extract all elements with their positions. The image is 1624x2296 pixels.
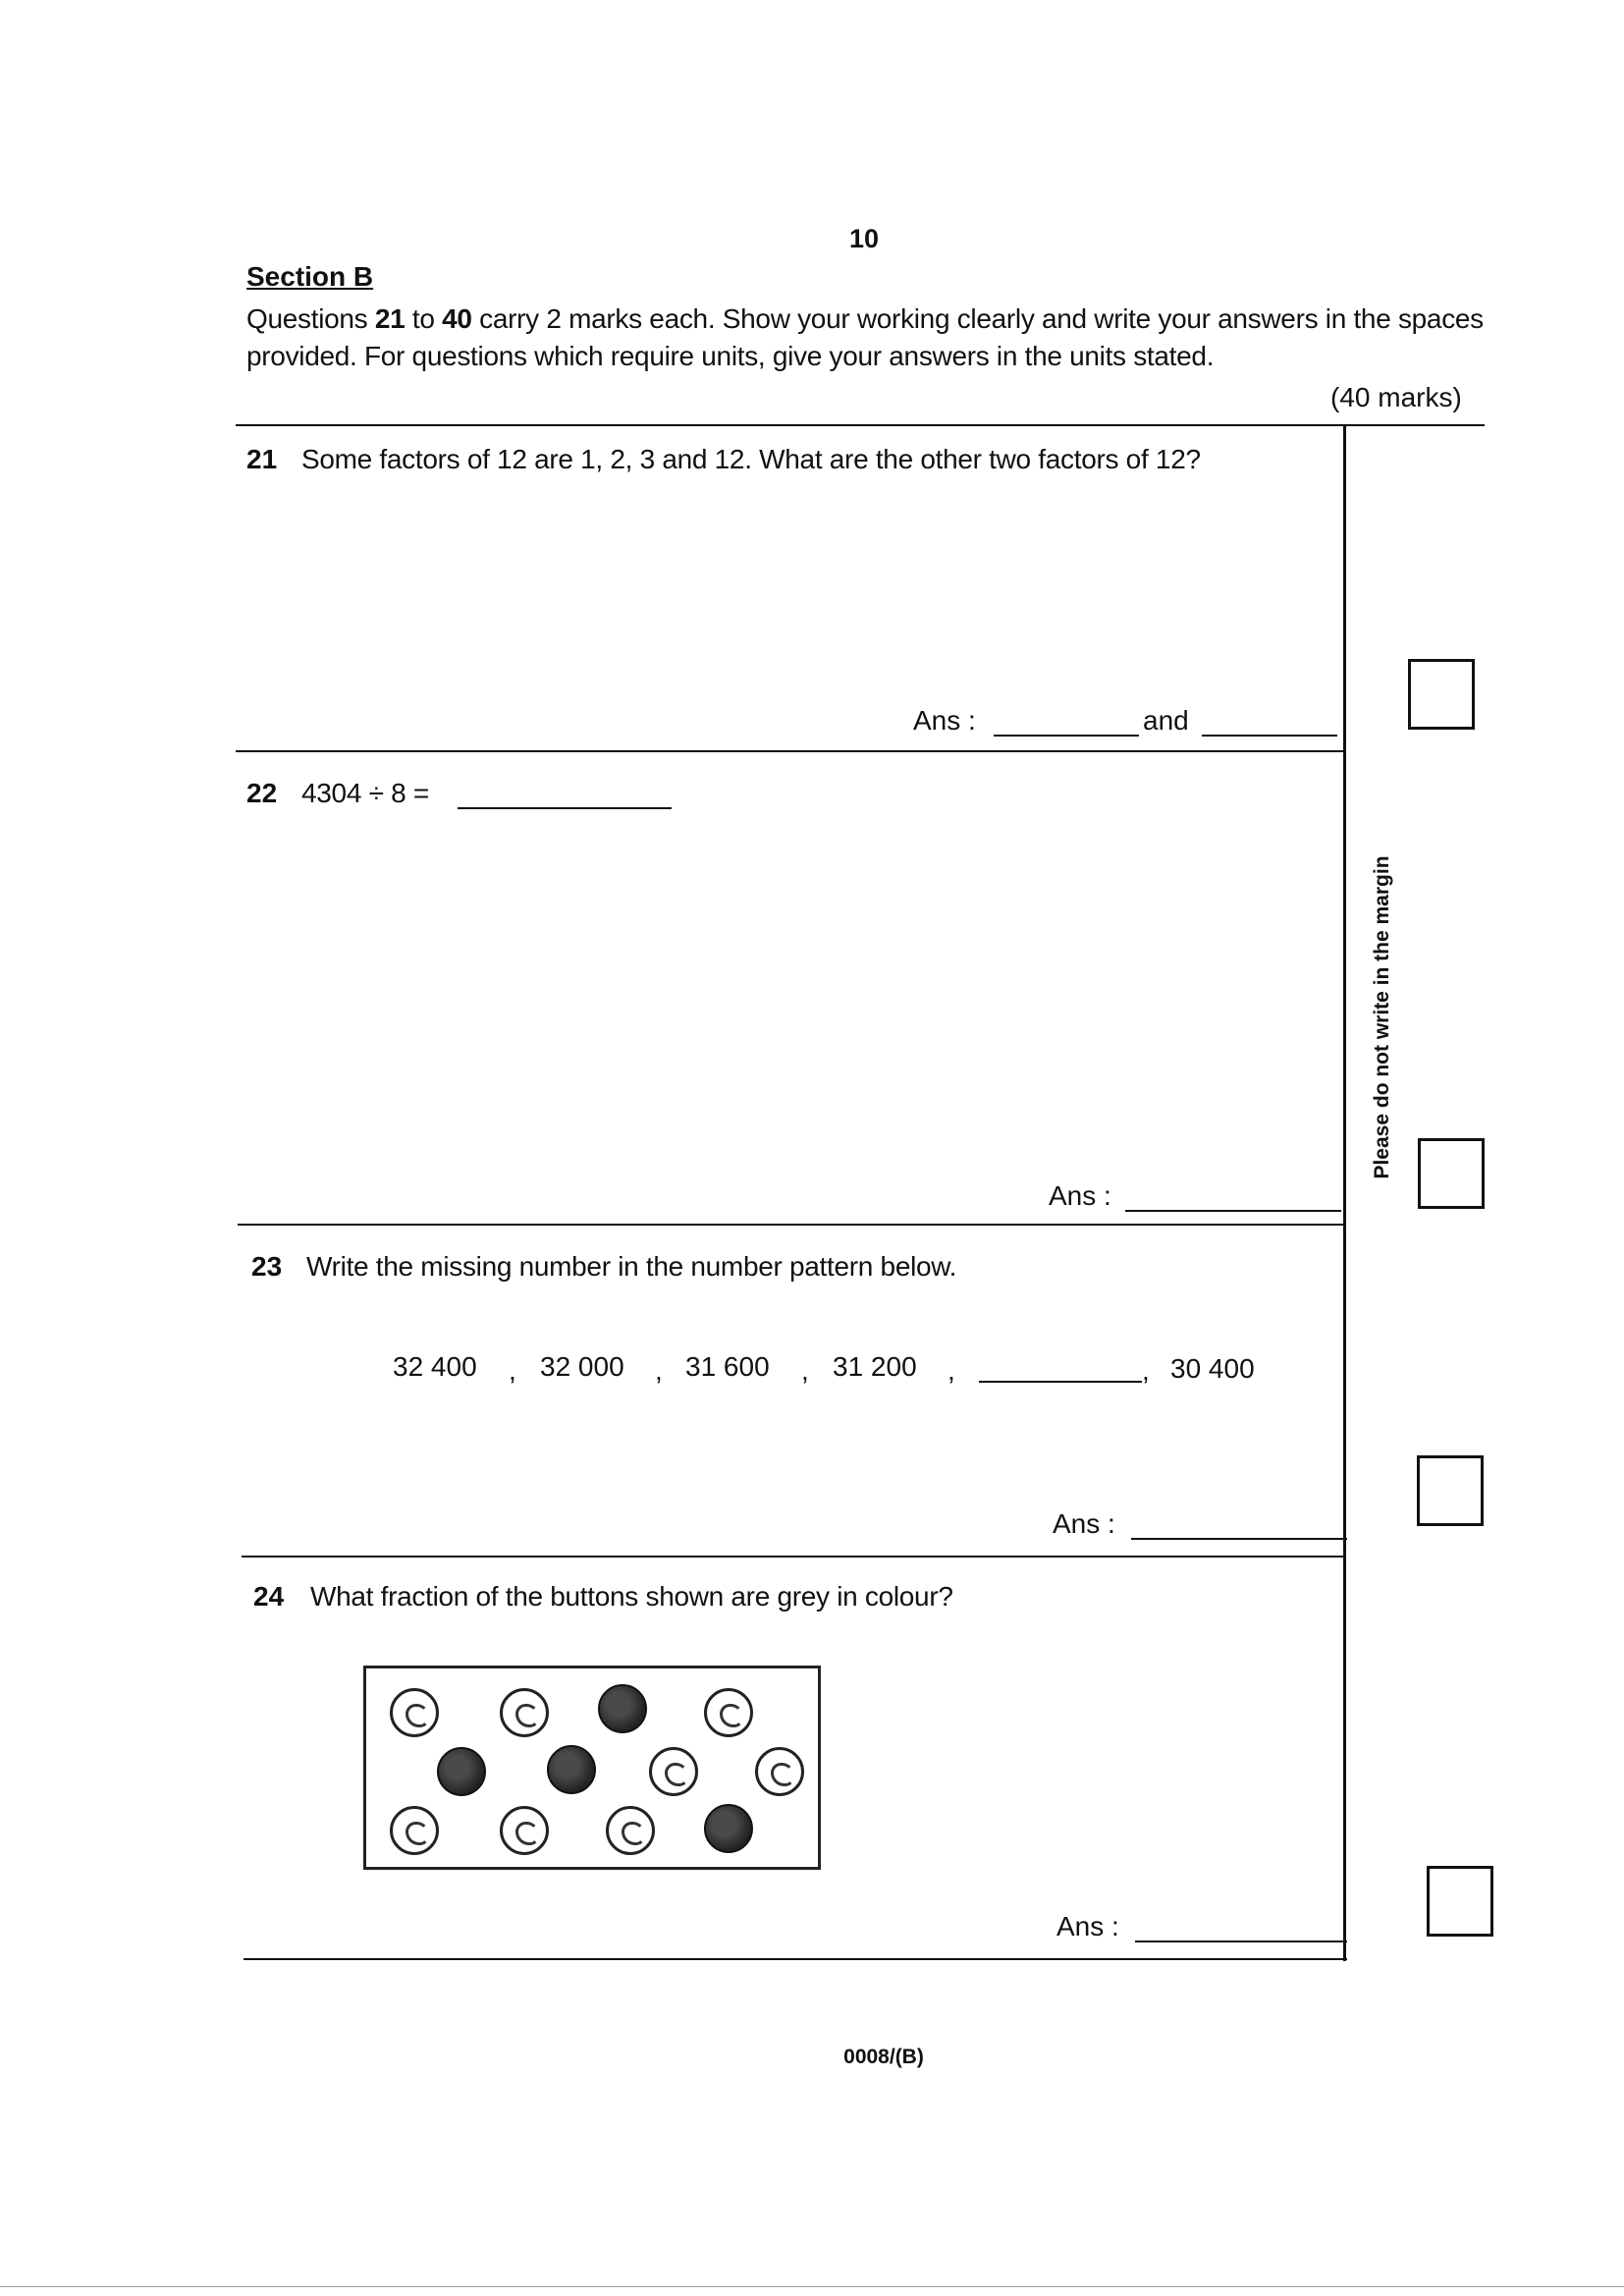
sequence-term: 31 200 <box>833 1351 917 1382</box>
question-text: 4304 ÷ 8 = <box>301 778 429 808</box>
page-bottom-rule <box>0 2286 1624 2287</box>
question-divider <box>238 1224 1345 1226</box>
grey-button <box>598 1684 647 1733</box>
sequence-term: 31 600 <box>685 1351 770 1382</box>
inline-answer-blank[interactable] <box>458 778 672 809</box>
footer-code: 0008/(B) <box>843 2046 924 2068</box>
question-divider <box>244 1958 1347 1960</box>
mark-box[interactable] <box>1408 659 1475 730</box>
sequence-separator: , <box>801 1355 809 1386</box>
answer-label: Ans : <box>1049 1180 1111 1211</box>
margin-rule <box>1343 424 1346 1961</box>
question-text: Write the missing number in the number pattern below. <box>306 1251 957 1282</box>
sequence-separator: , <box>509 1355 516 1386</box>
question-number: 21 <box>246 444 278 474</box>
grey-button <box>704 1804 753 1853</box>
mark-box[interactable] <box>1417 1455 1484 1526</box>
white-button <box>606 1806 655 1855</box>
buttons-picture <box>363 1666 821 1870</box>
answer-joiner: and <box>1143 705 1189 736</box>
question-divider <box>242 1556 1345 1558</box>
answer-label: Ans : <box>1053 1508 1115 1539</box>
section-divider <box>236 424 1485 426</box>
answer-blank-1[interactable] <box>994 705 1139 737</box>
sequence-separator: , <box>947 1355 955 1386</box>
grey-button <box>547 1745 596 1794</box>
section-marks: (40 marks) <box>1330 382 1462 412</box>
white-button <box>500 1806 549 1855</box>
white-button <box>500 1688 549 1737</box>
question-text: What fraction of the buttons shown are grey in colour? <box>310 1581 953 1612</box>
sequence-term: 30 400 <box>1170 1353 1255 1384</box>
answer-blank[interactable] <box>1125 1180 1341 1212</box>
white-button <box>390 1806 439 1855</box>
answer-label: Ans : <box>1056 1911 1119 1941</box>
page-number: 10 <box>848 224 880 253</box>
white-button <box>390 1688 439 1737</box>
mark-box[interactable] <box>1418 1138 1485 1209</box>
sequence-separator: , <box>1142 1355 1150 1386</box>
question-text: Some factors of 12 are 1, 2, 3 and 12. What are the other two factors of 12? <box>301 444 1201 474</box>
question-number: 24 <box>253 1581 285 1612</box>
section-instructions: Questions 21 to 40 carry 2 marks each. Show your working clearly and write your answers in the spaces provided. For questions which require units, give your answers in the units stated. <box>246 303 1484 371</box>
missing-number-blank[interactable] <box>979 1351 1142 1383</box>
white-button <box>649 1747 698 1796</box>
sequence-term: 32 000 <box>540 1351 624 1382</box>
mark-box[interactable] <box>1427 1866 1493 1937</box>
grey-button <box>437 1747 486 1796</box>
sequence-separator: , <box>655 1355 663 1386</box>
white-button <box>704 1688 753 1737</box>
answer-blank[interactable] <box>1135 1911 1347 1942</box>
white-button <box>755 1747 804 1796</box>
answer-blank-2[interactable] <box>1202 705 1337 737</box>
sequence-term: 32 400 <box>393 1351 477 1382</box>
answer-blank[interactable] <box>1131 1508 1347 1540</box>
question-number: 23 <box>251 1251 283 1282</box>
question-number: 22 <box>246 778 278 808</box>
section-title: Section B <box>246 261 374 292</box>
question-divider <box>236 750 1345 752</box>
answer-label: Ans : <box>913 705 976 736</box>
